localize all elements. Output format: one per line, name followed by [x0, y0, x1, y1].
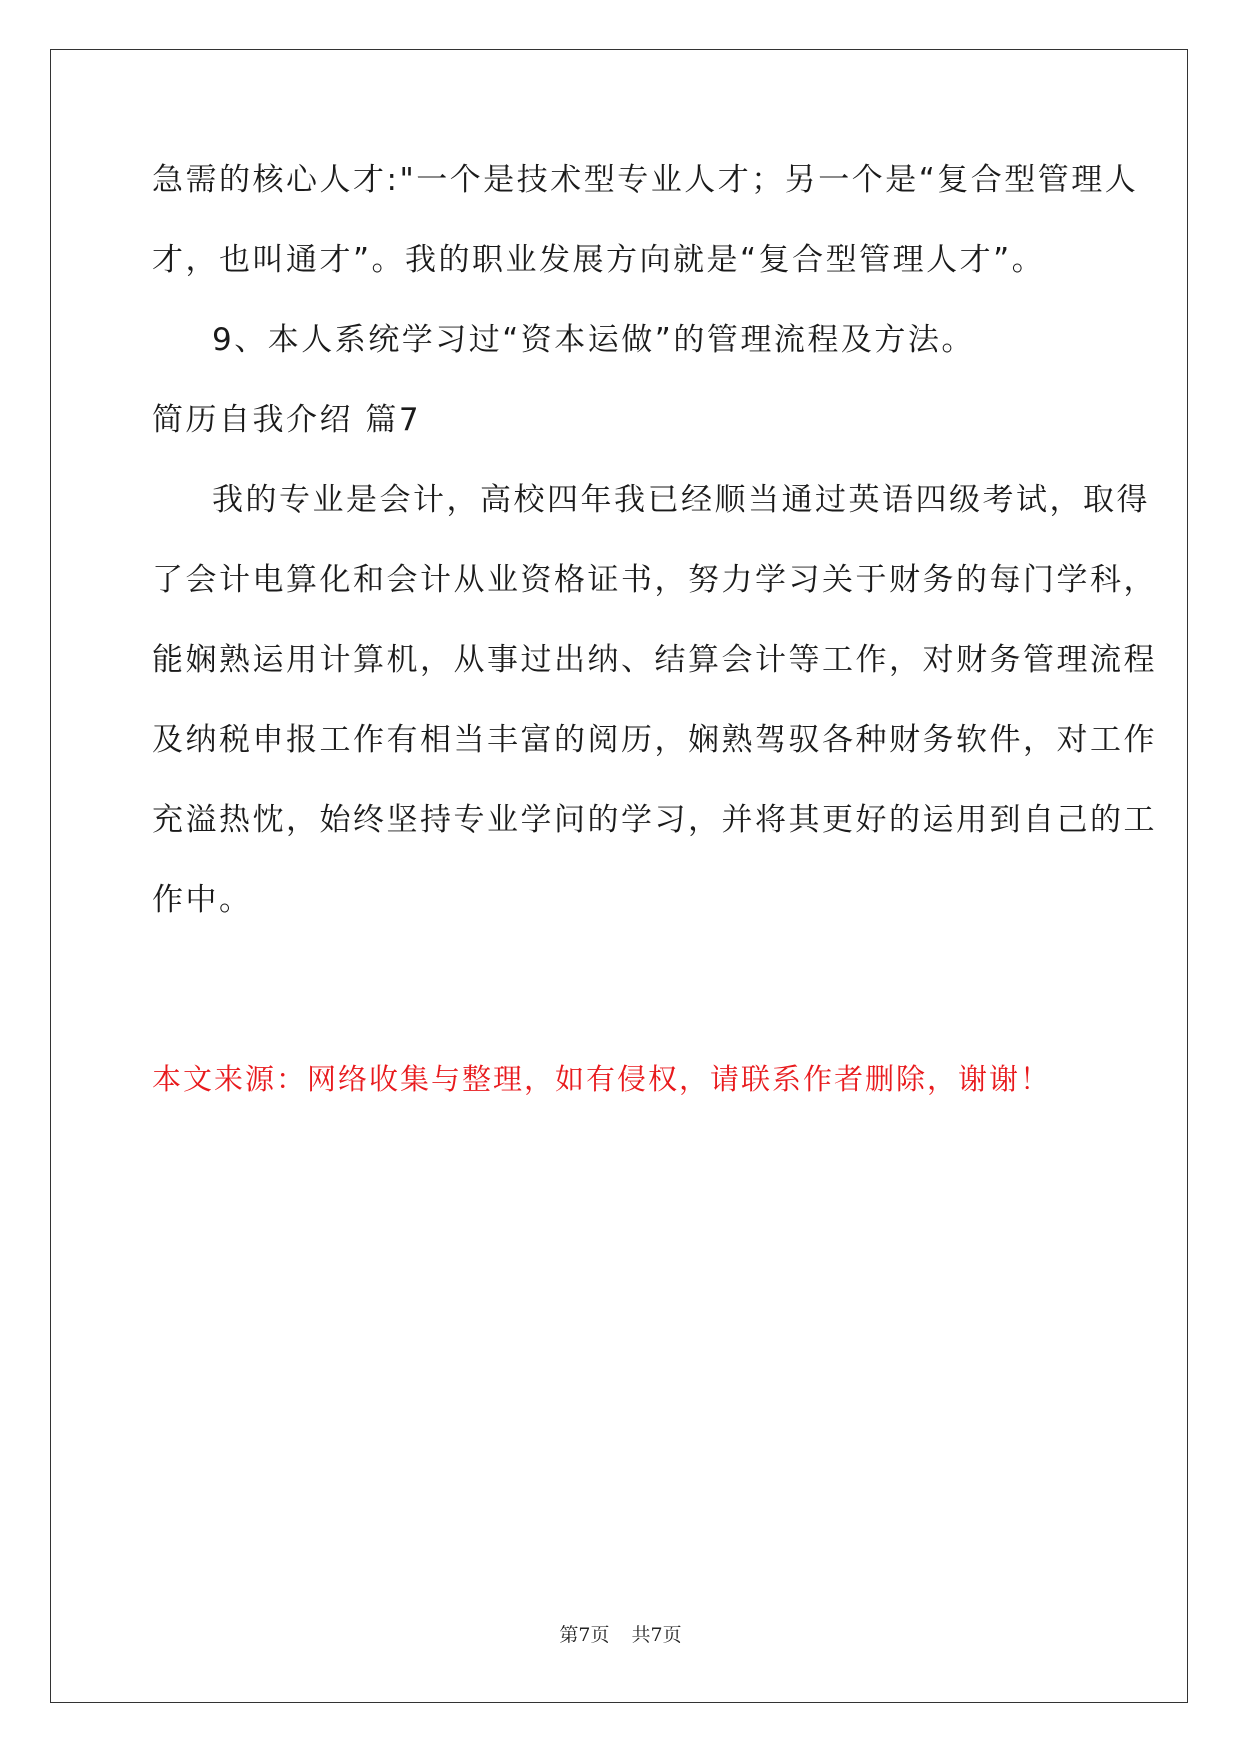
total-pages: 共7页 [631, 1624, 682, 1646]
document-body [152, 160, 1157, 920]
paragraph-line: 我的专业是会计，高校四年我已经顺当通过英语四级考试，取得 [212, 482, 1150, 518]
page-footer [0, 1620, 1241, 1647]
paragraph-line: 作中。 [152, 882, 253, 918]
paragraph-line: 了会计电算化和会计从业资格证书，努力学习关于财务的每门学科， [152, 562, 1157, 598]
current-page-number: 第7页 [559, 1624, 610, 1646]
paragraph-line: 9、本人系统学习过“资本运做”的管理流程及方法。 [212, 322, 975, 358]
paragraph-line: 能娴熟运用计算机，从事过出纳、结算会计等工作，对财务管理流程 [152, 642, 1157, 678]
paragraph-line: 充溢热忱，始终坚持专业学问的学习，并将其更好的运用到自己的工 [152, 802, 1157, 838]
paragraph-line: 急需的核心人才:"一个是技术型专业人才；另一个是“复合型管理人 [152, 162, 1139, 198]
paragraph-line: 才，也叫通才”。我的职业发展方向就是“复合型管理人才”。 [152, 242, 1046, 278]
source-note: 本文来源：网络收集与整理，如有侵权，请联系作者删除，谢谢！ [152, 1062, 1052, 1096]
section-heading: 简历自我介绍 篇7 [152, 402, 422, 438]
paragraph-line: 及纳税申报工作有相当丰富的阅历，娴熟驾驭各种财务软件，对工作 [152, 722, 1157, 758]
